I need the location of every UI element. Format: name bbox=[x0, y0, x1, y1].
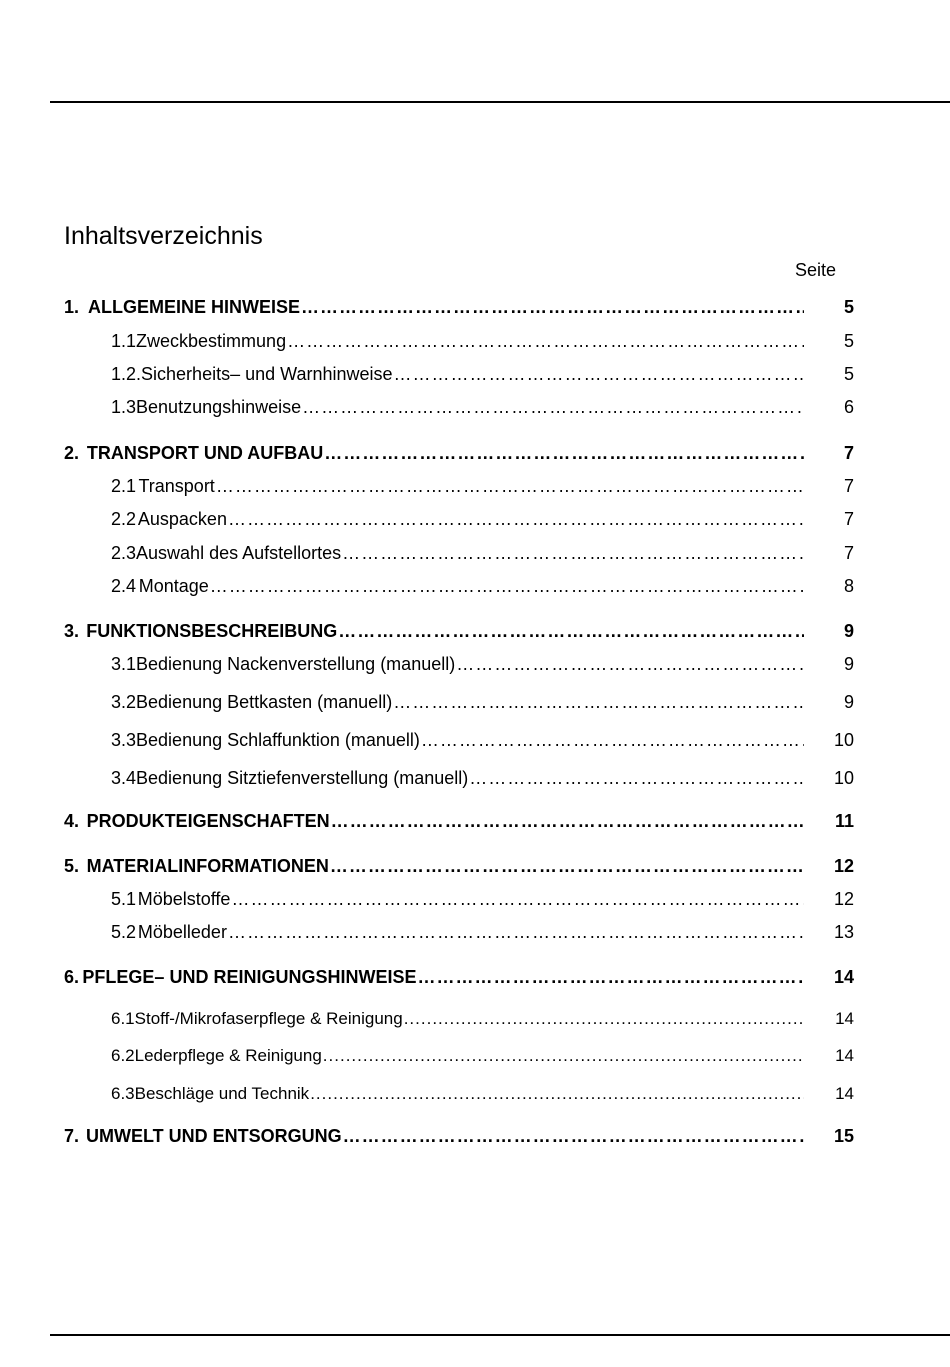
toc-leader bbox=[404, 1009, 804, 1029]
toc-leader bbox=[469, 768, 804, 789]
toc-page: 14 bbox=[835, 1084, 854, 1103]
toc-page: 9 bbox=[843, 621, 854, 641]
toc-leader bbox=[301, 297, 804, 318]
toc-title: Beschläge und Technik bbox=[134, 1084, 310, 1103]
toc-page: 14 bbox=[833, 967, 854, 987]
toc-page: 14 bbox=[835, 1009, 854, 1028]
toc-leader bbox=[228, 509, 804, 530]
toc-title: MATERIALINFORMATIONEN bbox=[86, 856, 329, 876]
toc-page: 5 bbox=[843, 297, 854, 317]
toc-title: Lederpflege & Reinigung bbox=[134, 1046, 322, 1065]
toc-section-2-2[interactable] bbox=[64, 509, 854, 530]
toc-title: Montage bbox=[138, 576, 209, 596]
toc-leader bbox=[323, 1046, 804, 1066]
toc-leader bbox=[216, 476, 804, 497]
toc-page: 10 bbox=[833, 768, 854, 788]
toc-section-1-2[interactable] bbox=[64, 364, 854, 385]
toc-title: Transport bbox=[138, 476, 215, 496]
toc-number: 3.3 bbox=[111, 730, 137, 750]
toc-leader bbox=[343, 1126, 804, 1147]
toc-leader bbox=[338, 621, 804, 642]
toc-title: Zweckbestimmung bbox=[136, 331, 287, 351]
toc-title: Bedienung Schlaffunktion (manuell) bbox=[136, 730, 420, 750]
toc-section-3-4[interactable] bbox=[64, 768, 854, 789]
toc-page: 5 bbox=[843, 364, 854, 384]
toc-title: PFLEGE– UND REINIGUNGSHINWEISE bbox=[82, 967, 417, 987]
toc-section-1-3[interactable] bbox=[64, 397, 854, 418]
toc-page: 12 bbox=[833, 889, 854, 909]
toc-number: 2. bbox=[64, 443, 80, 463]
toc-page: 7 bbox=[843, 443, 854, 463]
page-column-header: Seite bbox=[795, 260, 837, 280]
toc-title: PRODUKTEIGENSCHAFTEN bbox=[86, 811, 330, 831]
toc-number: 6.2 bbox=[111, 1046, 135, 1065]
toc-leader bbox=[287, 331, 804, 352]
toc-page: 11 bbox=[834, 811, 854, 831]
toc-chapter-6[interactable] bbox=[64, 967, 854, 988]
toc-title: ALLGEMEINE HINWEISE bbox=[87, 297, 300, 317]
toc-page: 7 bbox=[843, 509, 854, 529]
toc-chapter-2[interactable] bbox=[64, 443, 854, 464]
toc-number: 7. bbox=[64, 1126, 80, 1146]
toc-leader bbox=[210, 576, 804, 597]
toc-leader bbox=[330, 856, 804, 877]
toc-title: Auswahl des Aufstellortes bbox=[136, 543, 342, 563]
toc-section-3-3[interactable] bbox=[64, 730, 854, 751]
toc-page: 5 bbox=[843, 331, 854, 351]
footer-rule bbox=[50, 1334, 950, 1336]
toc-number: 1.2. bbox=[111, 364, 142, 384]
toc-section-5-2[interactable] bbox=[64, 922, 854, 943]
toc-chapter-3[interactable] bbox=[64, 621, 854, 642]
toc-title: Möbelleder bbox=[137, 922, 227, 942]
toc-page: 7 bbox=[843, 476, 854, 496]
toc-section-3-2[interactable] bbox=[64, 692, 854, 713]
toc-section-6-1[interactable] bbox=[64, 1009, 854, 1029]
toc-page: 9 bbox=[843, 654, 854, 674]
toc-number: 2.4 bbox=[111, 576, 137, 596]
toc-page: 7 bbox=[843, 543, 854, 563]
toc-title: Auspacken bbox=[137, 509, 227, 529]
toc-number: 3.1 bbox=[111, 654, 137, 674]
toc-title: TRANSPORT UND AUFBAU bbox=[86, 443, 324, 463]
toc-number: 1. bbox=[64, 297, 80, 317]
toc-page: 9 bbox=[843, 692, 854, 712]
toc-page: 10 bbox=[833, 730, 854, 750]
toc-number: 5. bbox=[64, 856, 80, 876]
toc-number: 2.2 bbox=[111, 509, 137, 529]
toc-leader bbox=[394, 364, 805, 385]
toc-number: 2.3 bbox=[111, 543, 137, 563]
toc-number: 6.3 bbox=[111, 1084, 135, 1103]
toc-number: 3.4 bbox=[111, 768, 137, 788]
toc-title: Benutzungshinweise bbox=[136, 397, 302, 417]
toc-page: 15 bbox=[833, 1126, 854, 1146]
toc-section-5-1[interactable] bbox=[64, 889, 854, 910]
toc-chapter-4[interactable] bbox=[64, 811, 854, 832]
toc-chapter-1[interactable] bbox=[64, 297, 854, 318]
toc-title: UMWELT UND ENTSORGUNG bbox=[85, 1126, 342, 1146]
toc-title: Sicherheits– und Warnhinweise bbox=[141, 364, 393, 384]
toc-number: 2.1 bbox=[111, 476, 137, 496]
toc-title: Stoff-/Mikrofaserpflege & Reinigung bbox=[134, 1009, 403, 1028]
toc-page: 8 bbox=[843, 576, 854, 596]
toc-number: 3.2 bbox=[111, 692, 137, 712]
toc-section-6-3[interactable] bbox=[64, 1084, 854, 1104]
toc-page: 6 bbox=[843, 397, 854, 417]
toc-title: Möbelstoffe bbox=[137, 889, 231, 909]
toc-leader bbox=[310, 1084, 804, 1104]
toc-number: 6. bbox=[64, 967, 80, 987]
toc-number: 6.1 bbox=[111, 1009, 135, 1028]
toc-chapter-5[interactable] bbox=[64, 856, 854, 877]
toc-leader bbox=[302, 397, 804, 418]
toc-number: 1.1 bbox=[111, 331, 137, 351]
toc-title: Bedienung Bettkasten (manuell) bbox=[136, 692, 393, 712]
toc-title: Bedienung Sitztiefenverstellung (manuell) bbox=[136, 768, 469, 788]
toc-section-1-1[interactable] bbox=[64, 331, 854, 352]
toc-number: 5.1 bbox=[111, 889, 137, 909]
toc-page: 12 bbox=[833, 856, 854, 876]
toc-section-2-1[interactable] bbox=[64, 476, 854, 497]
toc-leader bbox=[393, 692, 804, 713]
toc-leader bbox=[231, 889, 804, 910]
toc-leader bbox=[324, 443, 804, 464]
toc-number: 1.3 bbox=[111, 397, 137, 417]
toc-page: 13 bbox=[833, 922, 854, 942]
toc-leader bbox=[342, 543, 804, 564]
toc-section-3-1[interactable] bbox=[64, 654, 854, 675]
toc-leader bbox=[228, 922, 804, 943]
toc-section-2-4[interactable] bbox=[64, 576, 854, 597]
toc-leader bbox=[417, 967, 804, 988]
toc-leader bbox=[421, 730, 804, 751]
toc-title: FUNKTIONSBESCHREIBUNG bbox=[86, 621, 338, 641]
toc-leader bbox=[331, 811, 804, 832]
toc-section-6-2[interactable] bbox=[64, 1046, 854, 1066]
page-title: Inhaltsverzeichnis bbox=[64, 222, 263, 250]
toc-chapter-7[interactable] bbox=[64, 1126, 854, 1147]
toc-number: 4. bbox=[64, 811, 80, 831]
toc-page: 14 bbox=[835, 1046, 854, 1065]
toc-section-2-3[interactable] bbox=[64, 543, 854, 564]
toc-leader bbox=[456, 654, 804, 675]
toc-title: Bedienung Nackenverstellung (manuell) bbox=[136, 654, 456, 674]
toc-number: 3. bbox=[64, 621, 80, 641]
toc-number: 5.2 bbox=[111, 922, 137, 942]
